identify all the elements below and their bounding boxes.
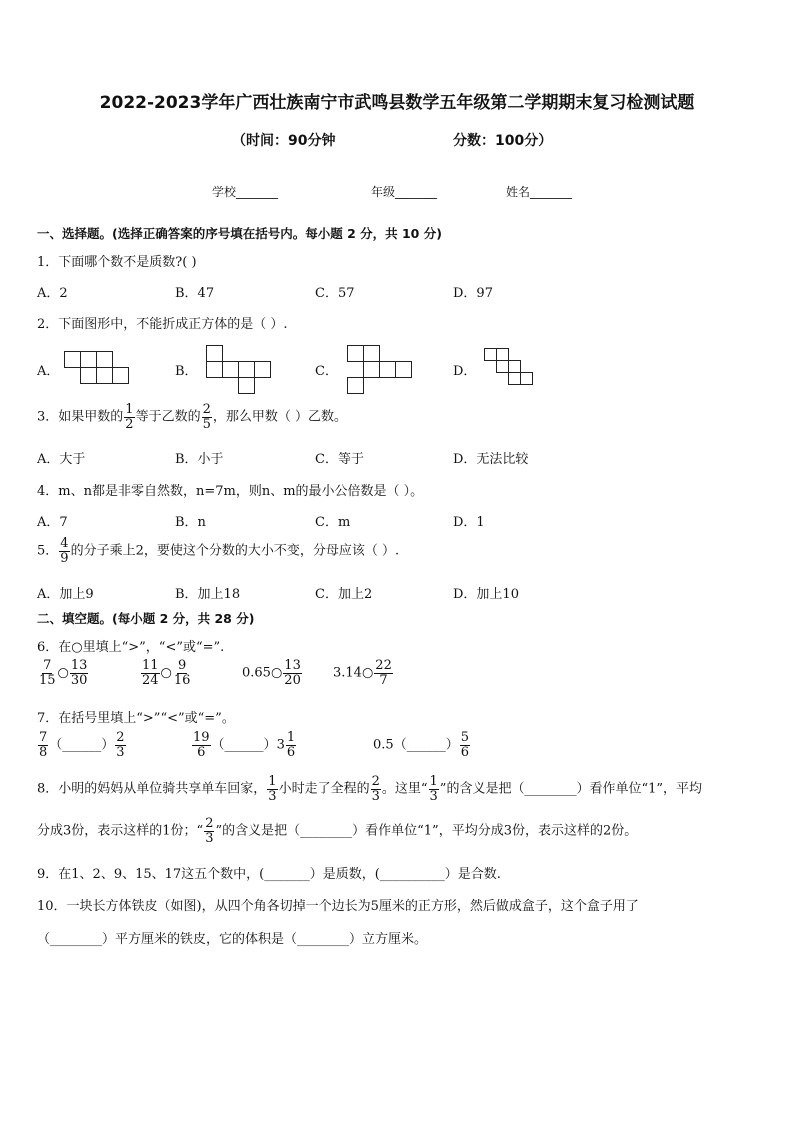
q1-option-b: B．47 [175,286,215,301]
q10-line-1: 10．一块长方体铁皮（如图)，从四个角各切掉一个边长为5厘米的正方形，然后做成盒子，这个盒子用了 [37,899,639,914]
q4-stem: 4．m、n都是非零自然数，n=7m，则n、m的最小公倍数是（ ）。 [37,484,424,499]
q4-option-a: A．7 [37,515,68,530]
q10-line-2: （________）平方厘米的铁皮，它的体积是（________）立方厘米。 [37,932,428,947]
q8-line-1: 8．小明的妈妈从单位骑共享单车回家， $\frac{1}{3}$ 小时走了全程的 $\frac{2}{3}$ 。这里“ $\frac{1}{3}$ ”的含义是把（________）看作单位“1”，平均 [37,774,703,804]
q5-option-d: D．加上10 [453,587,519,602]
q6-item-4: 3.14○ $\frac{22}{7}$ [333,658,392,688]
q7-item-2: $\frac{19}{6}$ （______）3 $\frac{1}{6}$ [193,730,296,760]
q6-item-2: $\frac{11}{24}$ ○ $\frac{9}{16}$ [142,658,191,688]
time-label: （时间：90分钟 [232,133,336,149]
q1-stem: 1．下面哪个数不是质数?( ) [37,255,197,270]
q4-option-d: D．1 [453,515,485,530]
q4-option-b: B．n [175,515,206,530]
name-field: 姓名_______ [506,185,573,199]
fraction: $\frac{1}{2}$ [125,402,134,432]
q7-stem: 7．在括号里填上“>”“<”或“=”。 [37,711,235,726]
q3-option-b: B．小于 [175,452,224,467]
q2-stem: 2．下面图形中，不能折成正方体的是（ ）. [37,317,288,332]
q5-stem: 5． $\frac{4}{9}$ 的分子乘上2，要使这个分数的大小不变，分母应该（ ）. [37,536,400,566]
q1-option-a: A．2 [37,286,68,301]
q8-line-2: 分成3份，表示这样的1份；“ $\frac{2}{3}$ ”的含义是把（________）看作单位“1”，平均分成3份，表示这样的2份。 [37,816,638,846]
cube-net-b [206,345,272,395]
cube-net-c [347,345,413,395]
q3-option-d: D．无法比较 [453,452,529,467]
q6-item-1: $\frac{7}{15}$ ○ $\frac{13}{30}$ [39,658,88,688]
q6-item-3: 0.65○ $\frac{13}{20}$ [242,658,301,688]
fraction: $\frac{2}{5}$ [202,402,211,432]
q7-item-1: $\frac{7}{8}$ （______） $\frac{2}{3}$ [39,730,125,760]
q7-item-3: 0.5（______） $\frac{5}{6}$ [373,730,469,760]
q2-option-a: A． [37,364,60,379]
q2-option-b: B． [175,364,198,379]
q5-option-b: B．加上18 [175,587,241,602]
q1-option-d: D．97 [453,286,493,301]
q6-stem: 6．在○里填上“>”，“<”或“=”. [37,640,225,655]
section-fill-heading: 二、填空题。(每小题 2 分，共 28 分) [37,611,255,626]
q4-option-c: C．m [315,515,351,530]
q2-option-c: C． [315,364,338,379]
q5-option-a: A．加上9 [37,587,94,602]
q1-option-c: C．57 [315,286,355,301]
page-title: 2022-2023学年广西壮族南宁市武鸣县数学五年级第二学期期末复习检测试题 [99,93,695,113]
grade-field: 年级_______ [371,185,438,199]
q3-option-c: C．等于 [315,452,364,467]
school-field: 学校_______ [212,185,279,199]
q3-option-a: A．大于 [37,452,86,467]
q2-option-d: D． [453,364,477,379]
cube-net-a [64,351,130,385]
fraction: $\frac{4}{9}$ [60,536,69,566]
score-label: 分数：100分） [453,133,553,149]
section-choice-heading: 一、选择题。(选择正确答案的序号填在括号内。每小题 2 分，共 10 分) [37,226,442,241]
cube-net-d [484,348,534,398]
q5-option-c: C．加上2 [315,587,373,602]
q3-stem: 3．如果甲数的 $\frac{1}{2}$ 等于乙数的 $\frac{2}{5}$ ，那么甲数（ ）乙数。 [37,402,347,432]
q9-stem: 9．在1、2、9、15、17这五个数中，(_______）是质数，(__________）是合数. [37,867,501,882]
